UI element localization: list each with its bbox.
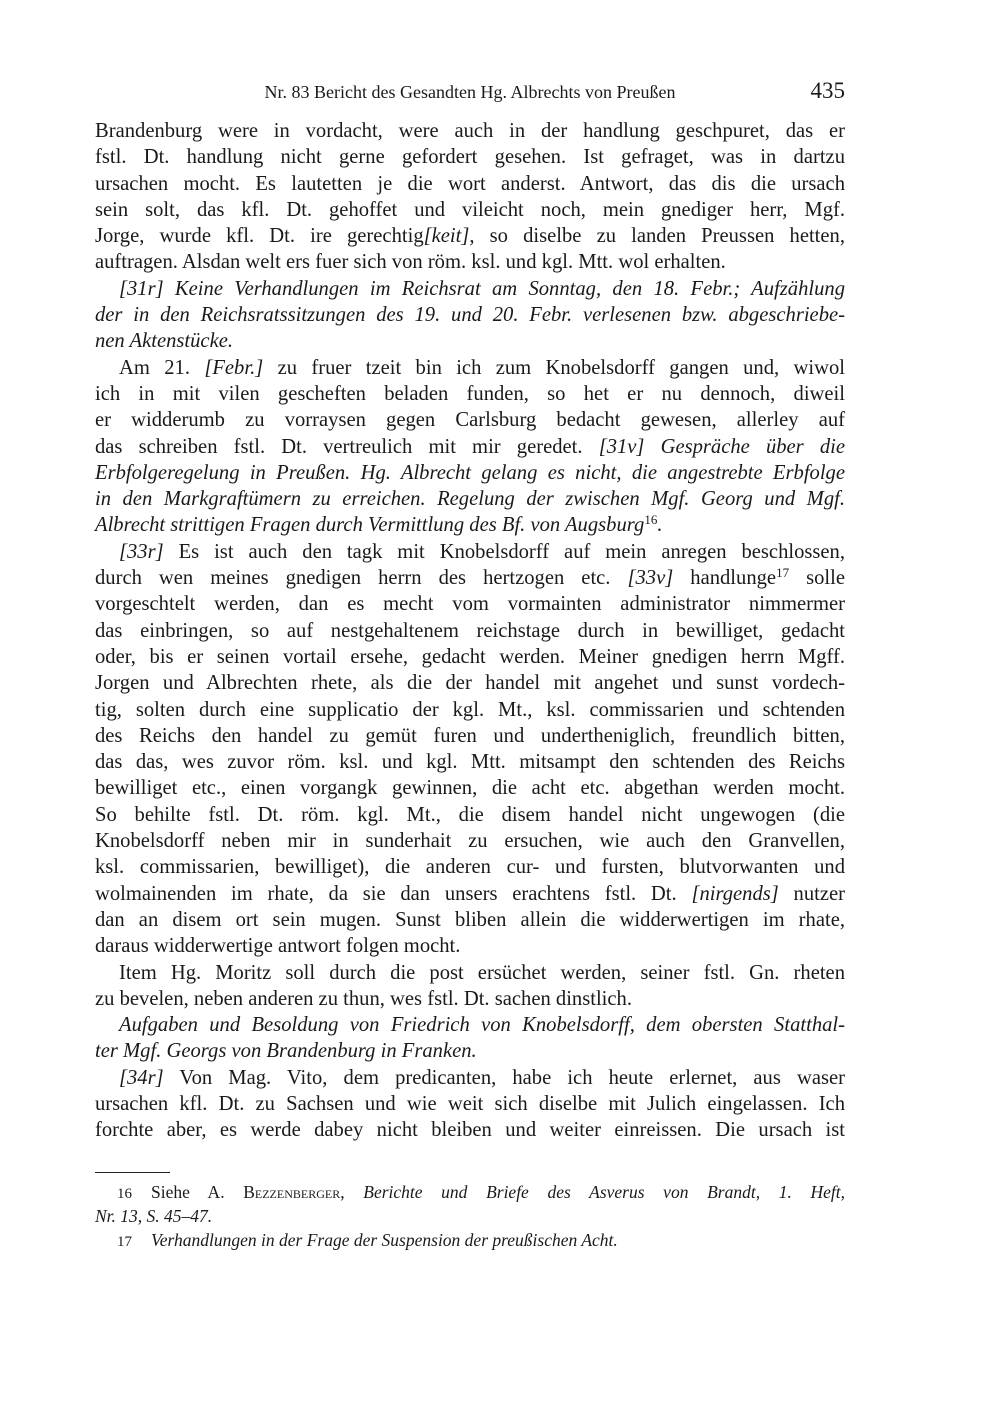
text-segment: Brandenburg were in vordacht, were auch in der handlung geschpuret, das er xyxy=(95,120,845,142)
text-line xyxy=(95,907,845,933)
text-segment: Bezzenberger xyxy=(243,1182,341,1202)
text-segment: Von Mag. Vito, dem predicanten, habe ich heute erlernet, aus waser xyxy=(163,1066,845,1089)
italic-text: der in den Reichsratssitzungen des 19. und 20. Febr. verlesenen bzw. abgeschriebe- xyxy=(95,304,845,327)
text-segment: Am 21. xyxy=(119,356,205,379)
text-segment: er widderumb zu vorraysen gegen Carlsburg bedacht gewesen, allerley auf xyxy=(95,409,845,432)
text-line xyxy=(95,960,845,986)
footnotes xyxy=(95,1180,845,1252)
footnote xyxy=(95,1180,845,1204)
text-line xyxy=(95,1038,845,1064)
text-line xyxy=(95,986,845,1012)
text-line xyxy=(95,118,845,144)
text-segment: tig, solten durch eine supplicatio der kgl. Mt., ksl. commissarien und schtenden xyxy=(95,698,845,721)
text-line xyxy=(95,618,845,644)
text-segment: des Reichs den handel zu gemüt furen und undertheniglich, freundlich bitten, xyxy=(95,724,845,747)
text-line xyxy=(95,828,845,854)
text-segment: daraus widderwertige antwort folgen mocht. xyxy=(95,935,461,958)
italic-text: in den Markgraftümern zu erreichen. Regelung der zwischen Mgf. Georg und Mgf. xyxy=(95,488,845,511)
text-line xyxy=(95,933,845,959)
text-line xyxy=(95,407,845,433)
text-line xyxy=(95,144,845,170)
text-line xyxy=(95,881,845,907)
text-line xyxy=(95,223,845,249)
text-segment: Knobelsdorff neben mir in sunderhait zu ersuchen, wie auch den Granvellen, xyxy=(95,830,845,853)
text-segment: forchte aber, es werde dabey nicht bleiben und weiter einreissen. Die ursach ist xyxy=(95,1119,845,1142)
text-line xyxy=(95,1065,845,1091)
text-line xyxy=(95,591,845,617)
italic-text: Aufgaben und Besoldung von Friedrich von Knobelsdorff, dem obersten Statthal- xyxy=(119,1014,845,1037)
italic-text: Nr. 13, S. 45–47. xyxy=(95,1206,213,1226)
text-line xyxy=(95,565,845,591)
italic-text: [31r] Keine Verhandlungen im Reichsrat am Sonntag, den 18. Febr.; Aufzählung xyxy=(119,277,845,300)
text-segment: , so diselbe zu landen Preussen hetten, xyxy=(469,225,845,248)
italic-text: [31v] Gespräche über die xyxy=(598,435,845,458)
text-segment: das einbringen, so auf nestgehaltenem reichstage durch in bewilliget, gedacht xyxy=(95,619,845,642)
text-segment: solle xyxy=(789,567,845,590)
text-segment: handlunge xyxy=(673,567,777,590)
text-segment: bewilliget etc., einen vorgangk gewinnen, die acht etc. abgethan werden mocht. xyxy=(95,777,845,800)
text-line xyxy=(95,486,845,512)
text-line xyxy=(95,381,845,407)
italic-text: [33r] xyxy=(119,540,164,563)
text-line xyxy=(95,1091,845,1117)
page-number: 435 xyxy=(810,78,845,103)
text-line xyxy=(95,434,845,460)
text-line xyxy=(95,644,845,670)
text-line xyxy=(95,539,845,565)
text-segment: , xyxy=(340,1182,364,1202)
text-segment: ich in mit vilen gescheften beladen funden, so het er nu dennoch, diweil xyxy=(95,382,845,405)
text-segment: nutzer xyxy=(778,882,845,905)
running-title: Nr. 83 Bericht des Gesandten Hg. Albrechts von Preußen xyxy=(264,82,676,102)
text-line xyxy=(95,775,845,801)
text-line xyxy=(95,854,845,880)
text-segment: fstl. Dt. handlung nicht gerne gefordert gesehen. Ist gefraget, was in dartzu xyxy=(95,146,845,169)
text-segment: Jorge, wurde kfl. Dt. ire gerechtig xyxy=(95,225,424,248)
text-segment: Item Hg. Moritz soll durch die post ersüchet werden, seiner fstl. Gn. rheten xyxy=(119,961,845,984)
text-line xyxy=(95,802,845,828)
italic-text: Berichte und Briefe des Asverus von Brandt, 1. Heft, xyxy=(363,1182,845,1202)
text-line xyxy=(95,697,845,723)
running-header xyxy=(95,78,845,108)
text-line xyxy=(95,1117,845,1143)
text-line xyxy=(95,171,845,197)
text-line xyxy=(95,302,845,328)
footnote-rule xyxy=(95,1172,170,1173)
text-segment: ksl. commissarien, bewilliget), die anderen cur- und fursten, blutvorwanten und xyxy=(95,856,845,879)
text-segment: So behilte fstl. Dt. röm. kgl. Mt., die disem handel nicht ungewogen (die xyxy=(95,803,845,826)
text-line xyxy=(95,723,845,749)
footnote-number: 16 xyxy=(117,1186,132,1202)
footnote xyxy=(95,1228,845,1252)
text-line xyxy=(95,249,845,275)
text-line xyxy=(95,355,845,381)
italic-text: [34r] xyxy=(119,1066,164,1089)
text-segment: das schreiben fstl. Dt. vertreulich mit mir geredet. xyxy=(95,435,599,458)
text-line xyxy=(95,749,845,775)
text-segment: oder, bis er seinen vortail ersehe, gedacht werden. Meiner gnedigen herrn Mgff. xyxy=(95,645,845,668)
italic-text: Albrecht strittigen Fragen durch Vermittlung des Bf. von Augsburg xyxy=(95,514,645,537)
text-segment: wolmainenden im rhate, da sie dan unsers erachtens fstl. Dt. xyxy=(95,882,692,905)
italic-text: [Febr.] xyxy=(204,356,264,379)
text-segment: ursachen kfl. Dt. zu Sachsen und wie weit sich diselbe mit Julich eingelassen. Ich xyxy=(95,1092,845,1115)
text-segment: ursachen mocht. Es lautetten je die wort anderst. Antwort, das dis die ursach xyxy=(95,172,845,195)
text-segment: Siehe A. xyxy=(151,1182,244,1202)
text-line xyxy=(95,276,845,302)
main-text xyxy=(95,118,845,1144)
text-segment: sein solt, das kfl. Dt. gehoffet und vileicht noch, mein gnediger herr, Mgf. xyxy=(95,198,845,221)
text-segment: vorgeschtelt werden, dan es mecht vom vormainten administrator nimmermer xyxy=(95,593,845,616)
footnote-continuation xyxy=(95,1204,845,1228)
text-line xyxy=(95,670,845,696)
italic-text: Erbfolgeregelung in Preußen. Hg. Albrecht gelang es nicht, die angestrebte Erbfolge xyxy=(95,461,845,484)
text-line xyxy=(95,197,845,223)
footnote-reference: 16 xyxy=(644,512,658,528)
text-line xyxy=(95,1012,845,1038)
italic-text: ter Mgf. Georgs von Brandenburg in Franken. xyxy=(95,1040,477,1063)
italic-text: [nirgends] xyxy=(691,882,779,905)
text-segment: Jorgen und Albrechten rhete, als die der handel mit angehet und sunst vordech- xyxy=(95,672,845,695)
footnote-reference: 17 xyxy=(776,565,790,581)
text-segment: Es ist auch den tagk mit Knobelsdorff auf mein anregen beschlossen, xyxy=(163,540,845,563)
text-segment: das das, wes zuvor röm. ksl. und kgl. Mtt. mitsampt den schtenden des Reichs xyxy=(95,751,845,774)
italic-text: Verhandlungen in der Frage der Suspension der preußischen Acht. xyxy=(151,1230,618,1250)
italic-text: . xyxy=(657,514,663,537)
text-line xyxy=(95,512,845,538)
italic-text: [keit] xyxy=(423,225,470,248)
text-segment: zu fruer tzeit bin ich zum Knobelsdorff gangen und, wiwol xyxy=(263,356,845,379)
text-segment: durch wen meines gnedigen herrn des hertzogen etc. xyxy=(95,567,628,590)
text-segment: dan an disem ort sein mugen. Sunst bliben allein die widderwertigen im rhate, xyxy=(95,908,845,931)
text-line xyxy=(95,460,845,486)
italic-text: nen Aktenstücke. xyxy=(95,330,233,353)
text-line xyxy=(95,328,845,354)
italic-text: [33v] xyxy=(627,567,674,590)
text-segment: zu bevelen, neben anderen zu thun, wes fstl. Dt. sachen dinstlich. xyxy=(95,987,632,1010)
text-segment: auftragen. Alsdan welt ers fuer sich von röm. ksl. und kgl. Mtt. wol erhalten. xyxy=(95,251,726,274)
footnote-number: 17 xyxy=(117,1234,132,1250)
